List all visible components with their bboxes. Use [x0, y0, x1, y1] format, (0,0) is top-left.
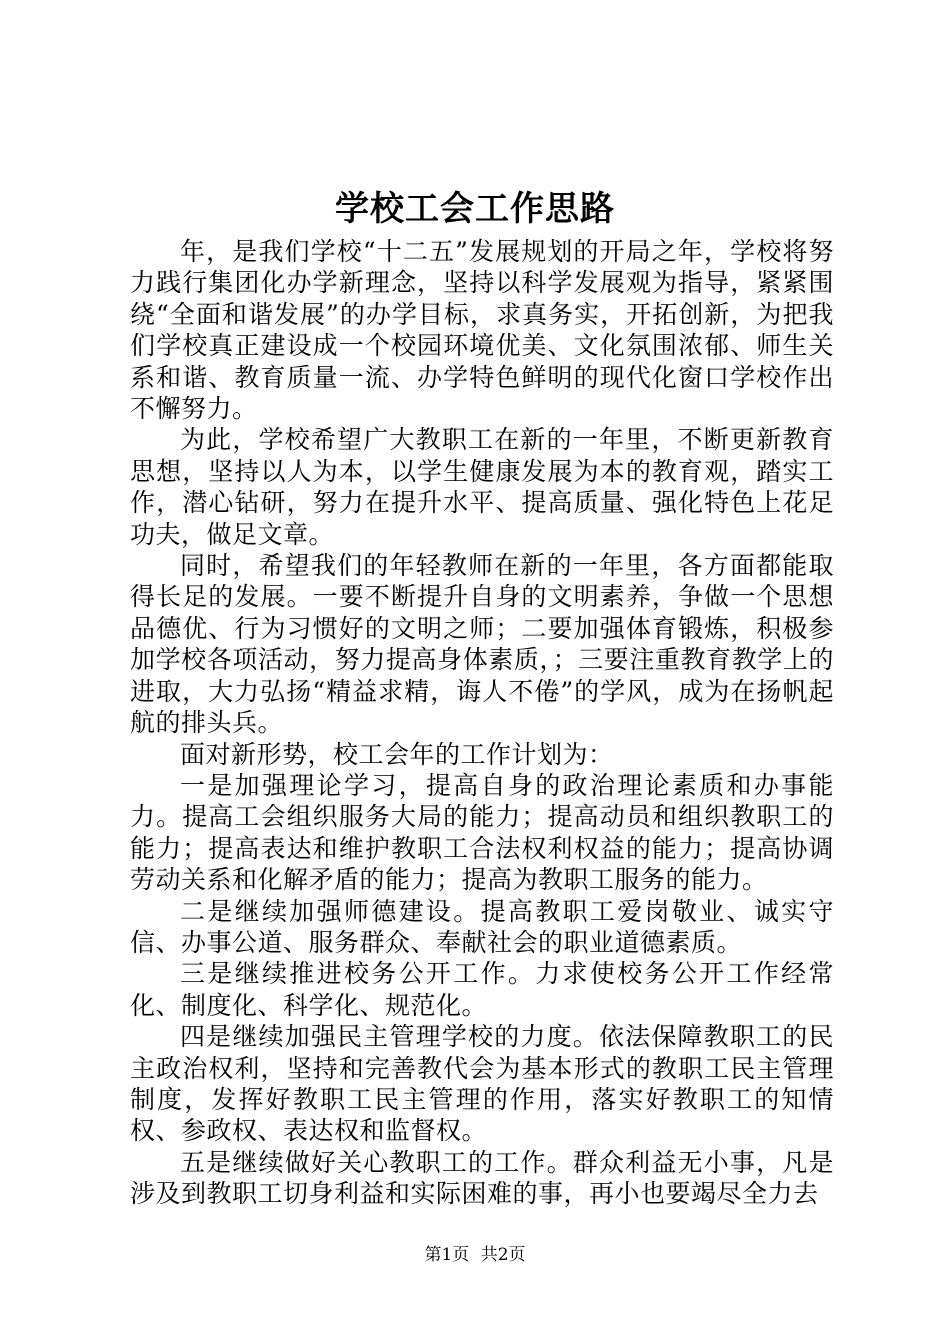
- document-body: [130, 236, 834, 1210]
- paragraph: 为此，学校希望广大教职工在新的一年里，不断更新教育思想，坚持以人为本，以学生健康发展为本的教育观，踏实工作，潜心钻研，努力在提升水平、提高质量、强化特色上花足功夫，做足文章。: [130, 425, 834, 549]
- paragraph: 五是继续做好关心教职工的工作。群众利益无小事，凡是涉及到教职工切身利益和实际困难的事，再小也要竭尽全力去: [130, 1147, 834, 1209]
- paragraph: 面对新形势，校工会年的工作计划为：: [180, 739, 614, 769]
- paragraph: 二是继续加强师德建设。提高教职工爱岗敬业、诚实守信、办事公道、服务群众、奉献社会的职业道德素质。: [130, 896, 834, 957]
- paragraph: 三是继续推进校务公开工作。力求使校务公开工作经常化、制度化、科学化、规范化。: [130, 959, 834, 1020]
- page-footer: [0, 1244, 950, 1266]
- paragraph: 一是加强理论学习，提高自身的政治理论素质和办事能力。提高工会组织服务大局的能力；提高动员和组织教职工的能力；提高表达和维护教职工合法权利权益的能力；提高协调劳动关系和化解矛盾的能力；提高为教职工服务的能力。: [130, 770, 834, 895]
- paragraph: 四是继续加强民主管理学校的力度。依法保障教职工的民主政治权利，坚持和完善教代会为基本形式的教职工民主管理制度，发挥好教职工民主管理的作用，落实好教职工的知情权、参政权、表达权和监督权。: [130, 1022, 834, 1146]
- document-title: 学校工会工作思路: [335, 189, 615, 229]
- paragraph: 年，是我们学校“十二五”发展规划的开局之年，学校将努力践行集团化办学新理念，坚持以科学发展观为指导，紧紧围绕“全面和谐发展”的办学目标，求真务实，开拓创新，为把我们学校真正建设成一个校园环境优美、文化氛围浓郁、师生关系和谐、教育质量一流、办学特色鲜明的现代化窗口学校作出不懈努力。: [130, 237, 834, 424]
- paragraph: 同时，希望我们的年轻教师在新的一年里，各方面都能取得长足的发展。一要不断提升自身的文明素养，争做一个思想品德优、行为习惯好的文明之师；二要加强体育锻炼，积极参加学校各项活动，努力提高身体素质，；三要注重教育教学上的进取，大力弘扬“精益求精，诲人不倦”的学风，成为在扬帆起航的排头兵。: [130, 551, 834, 738]
- page-number-current: 第1页: [424, 1245, 470, 1265]
- page-number-total: 共2页: [480, 1245, 526, 1265]
